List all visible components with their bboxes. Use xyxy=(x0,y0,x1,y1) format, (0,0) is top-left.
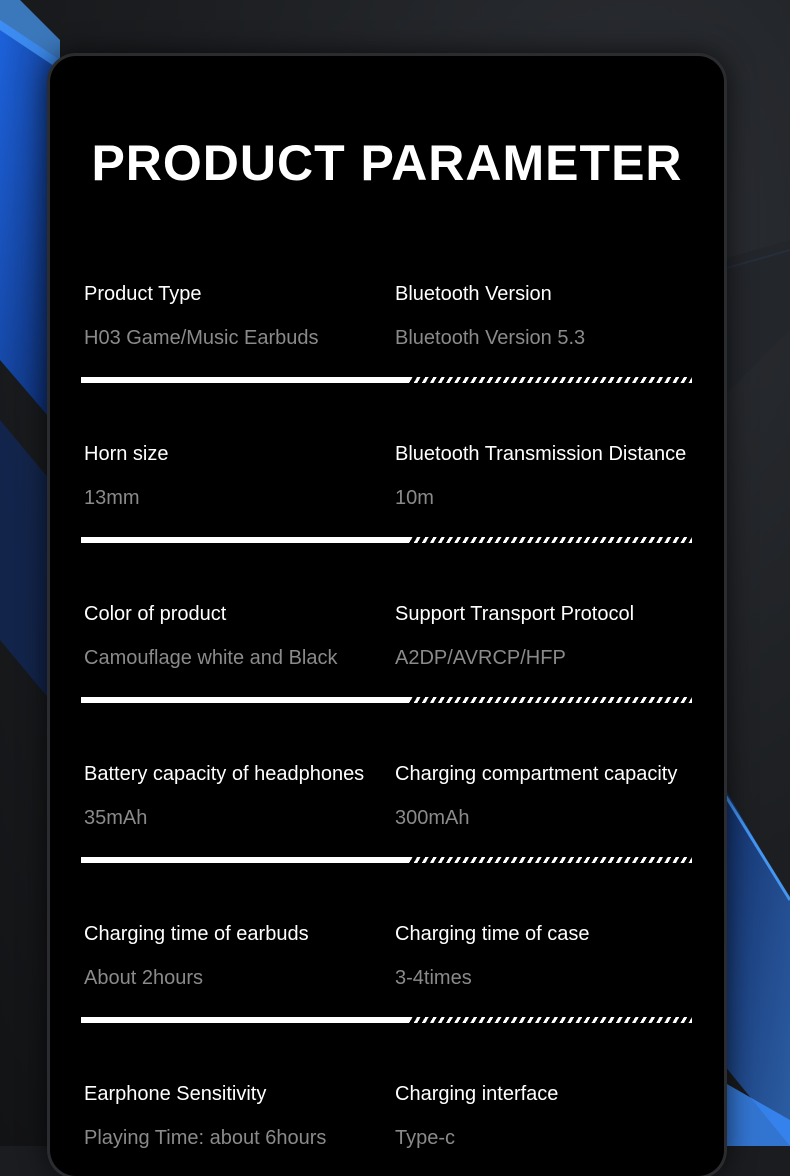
param-row xyxy=(50,602,724,762)
param-cell xyxy=(395,442,725,510)
param-cell xyxy=(395,602,725,670)
param-cell xyxy=(84,1082,404,1150)
param-cell xyxy=(395,762,725,830)
param-label: Horn size xyxy=(84,443,169,465)
row-divider xyxy=(81,857,692,863)
param-label: Support Transport Protocol xyxy=(395,603,635,625)
param-label: Bluetooth Transmission Distance xyxy=(395,443,687,465)
param-value: About 2hours xyxy=(84,967,203,989)
param-value: Camouflage white and Black xyxy=(84,647,338,669)
param-cell xyxy=(84,602,404,670)
param-value: 300mAh xyxy=(395,807,470,829)
param-cell xyxy=(395,282,725,350)
param-label: Charging time of earbuds xyxy=(84,923,309,945)
param-cell xyxy=(395,1082,725,1150)
param-cell xyxy=(395,922,725,990)
param-value: H03 Game/Music Earbuds xyxy=(84,327,319,349)
param-value: 35mAh xyxy=(84,807,148,829)
param-row xyxy=(50,762,724,922)
param-cell xyxy=(84,282,404,350)
param-label: Product Type xyxy=(84,283,202,305)
param-row xyxy=(50,922,724,1082)
param-cell xyxy=(84,762,404,830)
param-value: A2DP/AVRCP/HFP xyxy=(395,647,566,669)
param-row xyxy=(50,1082,724,1149)
parameter-card xyxy=(50,56,724,1176)
row-divider xyxy=(81,537,692,543)
param-row xyxy=(50,442,724,602)
param-row xyxy=(50,282,724,442)
param-value: 10m xyxy=(395,487,434,509)
param-value: Playing Time: about 6hours xyxy=(84,1127,327,1149)
param-label: Battery capacity of headphones xyxy=(84,763,365,785)
param-cell xyxy=(84,922,404,990)
param-value: Type-c xyxy=(395,1127,456,1149)
param-label: Charging interface xyxy=(395,1083,559,1105)
param-cell xyxy=(84,442,404,510)
row-divider xyxy=(81,697,692,703)
param-label: Color of product xyxy=(84,603,227,625)
param-label: Bluetooth Version xyxy=(395,283,552,305)
param-label: Charging time of case xyxy=(395,923,590,945)
row-divider xyxy=(81,377,692,383)
row-divider xyxy=(81,1017,692,1023)
param-value: 13mm xyxy=(84,487,140,509)
param-label: Charging compartment capacity xyxy=(395,763,678,785)
param-label: Earphone Sensitivity xyxy=(84,1083,267,1105)
param-value: 3-4times xyxy=(395,967,472,989)
param-value: Bluetooth Version 5.3 xyxy=(395,327,586,349)
page-title: PRODUCT PARAMETER xyxy=(91,135,683,191)
